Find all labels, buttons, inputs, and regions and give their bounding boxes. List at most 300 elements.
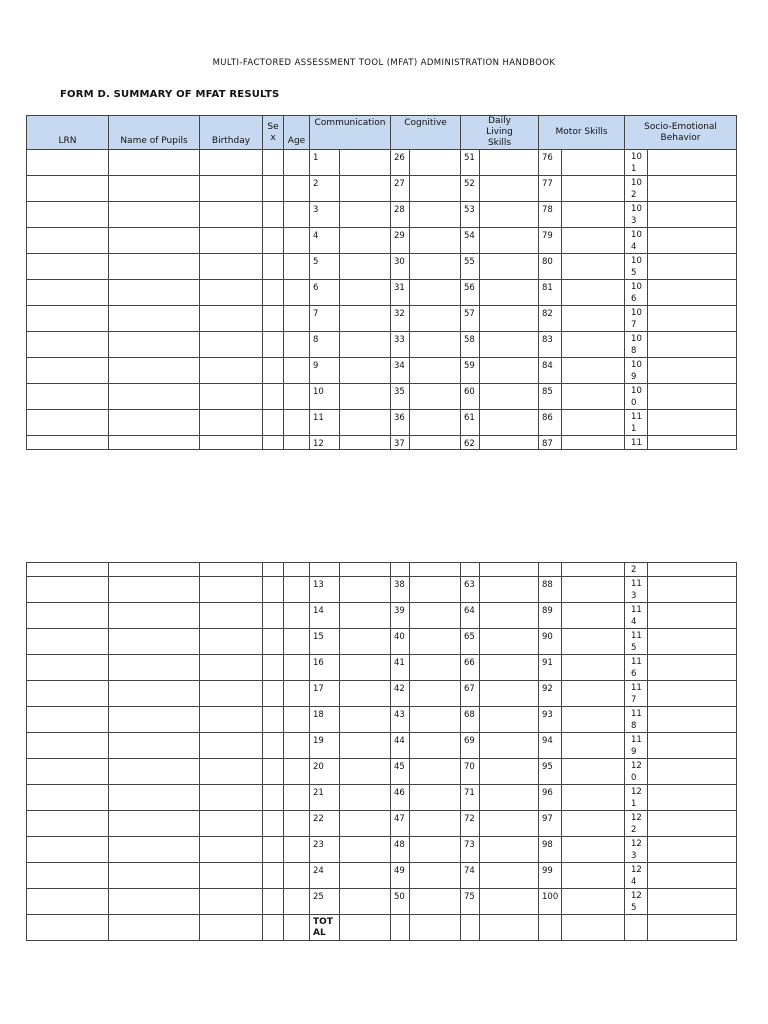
sex-cell[interactable] xyxy=(263,436,284,450)
name-cell[interactable] xyxy=(109,603,200,629)
cognitive-score-cell[interactable] xyxy=(410,202,461,228)
birthday-cell[interactable] xyxy=(200,603,263,629)
motor-score-cell[interactable] xyxy=(562,176,625,202)
cognitive-score-cell[interactable] xyxy=(410,837,461,863)
total-score-cell[interactable] xyxy=(410,915,461,941)
cognitive-score-cell[interactable] xyxy=(410,785,461,811)
age-cell[interactable] xyxy=(284,280,310,306)
age-cell[interactable] xyxy=(284,733,310,759)
motor-score-cell[interactable] xyxy=(562,254,625,280)
lrn-cell[interactable] xyxy=(27,863,109,889)
motor-score-cell[interactable] xyxy=(562,863,625,889)
age-cell[interactable] xyxy=(284,759,310,785)
communication-score-cell[interactable] xyxy=(340,332,391,358)
cognitive-score-cell[interactable] xyxy=(410,759,461,785)
mfat-summary-table-page-1 xyxy=(26,115,737,450)
birthday-cell[interactable] xyxy=(200,681,263,707)
lrn-cell[interactable] xyxy=(27,202,109,228)
birthday-cell[interactable] xyxy=(200,863,263,889)
total-score-cell[interactable] xyxy=(625,915,648,941)
socio-emotional-score-cell[interactable] xyxy=(648,563,737,577)
lrn-cell[interactable] xyxy=(27,811,109,837)
age-cell[interactable] xyxy=(284,863,310,889)
birthday-cell[interactable] xyxy=(200,733,263,759)
empty-cell[interactable] xyxy=(200,563,263,577)
age-cell[interactable] xyxy=(284,707,310,733)
age-cell[interactable] xyxy=(284,306,310,332)
socio-emotional-score-cell[interactable] xyxy=(648,603,737,629)
name-cell[interactable] xyxy=(109,150,200,176)
lrn-cell[interactable] xyxy=(27,358,109,384)
communication-score-cell[interactable] xyxy=(340,837,391,863)
name-cell[interactable] xyxy=(109,436,200,450)
daily-living-score-cell[interactable] xyxy=(480,228,539,254)
daily-living-item-number: 68 xyxy=(461,707,480,733)
lrn-cell[interactable] xyxy=(27,629,109,655)
socio-emotional-score-cell[interactable] xyxy=(648,863,737,889)
name-cell[interactable] xyxy=(109,759,200,785)
motor-score-cell[interactable] xyxy=(562,811,625,837)
lrn-cell[interactable] xyxy=(27,332,109,358)
socio-emotional-score-cell[interactable] xyxy=(648,759,737,785)
age-cell[interactable] xyxy=(284,384,310,410)
daily-living-score-cell[interactable] xyxy=(480,837,539,863)
motor-score-cell[interactable] xyxy=(562,436,625,450)
socio-emotional-score-cell[interactable] xyxy=(648,785,737,811)
communication-score-cell[interactable] xyxy=(340,384,391,410)
socio-emotional-score-cell[interactable] xyxy=(648,436,737,450)
name-cell[interactable] xyxy=(109,733,200,759)
lrn-cell[interactable] xyxy=(27,889,109,915)
age-cell[interactable] xyxy=(284,410,310,436)
lrn-cell[interactable] xyxy=(27,759,109,785)
cognitive-score-cell[interactable] xyxy=(410,655,461,681)
table-row xyxy=(27,811,737,837)
name-cell[interactable] xyxy=(109,176,200,202)
empty-cell[interactable] xyxy=(27,563,109,577)
age-cell[interactable] xyxy=(284,358,310,384)
table-row-carryover xyxy=(27,563,737,577)
communication-score-cell[interactable] xyxy=(340,228,391,254)
total-empty-cell[interactable] xyxy=(109,915,200,941)
age-cell[interactable] xyxy=(284,785,310,811)
sex-cell[interactable] xyxy=(263,655,284,681)
cognitive-score-cell[interactable] xyxy=(410,577,461,603)
daily-living-score-cell[interactable] xyxy=(480,577,539,603)
motor-score-cell[interactable] xyxy=(562,889,625,915)
daily-living-item-number: 75 xyxy=(461,889,480,915)
empty-cell[interactable] xyxy=(310,563,340,577)
birthday-cell[interactable] xyxy=(200,577,263,603)
total-score-cell[interactable] xyxy=(562,915,625,941)
communication-score-cell[interactable] xyxy=(340,681,391,707)
birthday-cell[interactable] xyxy=(200,176,263,202)
sex-cell[interactable] xyxy=(263,811,284,837)
communication-score-cell[interactable] xyxy=(340,629,391,655)
total-score-cell[interactable] xyxy=(648,915,737,941)
birthday-cell[interactable] xyxy=(200,785,263,811)
cognitive-score-cell[interactable] xyxy=(410,254,461,280)
motor-score-cell[interactable] xyxy=(562,150,625,176)
name-cell[interactable] xyxy=(109,681,200,707)
socio-emotional-score-cell[interactable] xyxy=(648,681,737,707)
communication-item-number: 10 xyxy=(310,384,340,410)
table-row xyxy=(27,837,737,863)
birthday-cell[interactable] xyxy=(200,150,263,176)
total-score-cell[interactable] xyxy=(539,915,562,941)
daily-living-score-cell[interactable] xyxy=(480,785,539,811)
motor-score-cell[interactable] xyxy=(562,655,625,681)
empty-cell[interactable] xyxy=(461,563,480,577)
cognitive-score-cell[interactable] xyxy=(410,176,461,202)
communication-score-cell[interactable] xyxy=(340,254,391,280)
age-cell[interactable] xyxy=(284,837,310,863)
sex-cell[interactable] xyxy=(263,837,284,863)
empty-cell[interactable] xyxy=(109,563,200,577)
lrn-cell[interactable] xyxy=(27,254,109,280)
communication-score-cell[interactable] xyxy=(340,759,391,785)
motor-score-cell[interactable] xyxy=(562,733,625,759)
daily-living-item-number: 70 xyxy=(461,759,480,785)
socio-emotional-score-cell[interactable] xyxy=(648,733,737,759)
daily-living-score-cell[interactable] xyxy=(480,707,539,733)
sex-cell[interactable] xyxy=(263,629,284,655)
age-cell[interactable] xyxy=(284,254,310,280)
daily-living-score-cell[interactable] xyxy=(480,176,539,202)
socio-emotional-score-cell[interactable] xyxy=(648,410,737,436)
age-cell[interactable] xyxy=(284,603,310,629)
cognitive-item-number: 28 xyxy=(391,202,410,228)
name-cell[interactable] xyxy=(109,254,200,280)
name-cell[interactable] xyxy=(109,889,200,915)
daily-living-item-number: 53 xyxy=(461,202,480,228)
total-empty-cell[interactable] xyxy=(263,915,284,941)
age-cell[interactable] xyxy=(284,629,310,655)
motor-item-number: 89 xyxy=(539,603,562,629)
sex-cell[interactable] xyxy=(263,603,284,629)
sex-cell[interactable] xyxy=(263,176,284,202)
name-cell[interactable] xyxy=(109,384,200,410)
daily-living-score-cell[interactable] xyxy=(480,384,539,410)
name-cell[interactable] xyxy=(109,629,200,655)
name-cell[interactable] xyxy=(109,707,200,733)
socio-emotional-score-cell[interactable] xyxy=(648,332,737,358)
communication-score-cell[interactable] xyxy=(340,306,391,332)
total-score-cell[interactable] xyxy=(480,915,539,941)
motor-score-cell[interactable] xyxy=(562,603,625,629)
cognitive-score-cell[interactable] xyxy=(410,629,461,655)
socio-emotional-score-cell[interactable] xyxy=(648,280,737,306)
name-cell[interactable] xyxy=(109,785,200,811)
sex-cell[interactable] xyxy=(263,228,284,254)
birthday-cell[interactable] xyxy=(200,436,263,450)
motor-item-number: 92 xyxy=(539,681,562,707)
name-cell[interactable] xyxy=(109,280,200,306)
communication-score-cell[interactable] xyxy=(340,785,391,811)
age-cell[interactable] xyxy=(284,681,310,707)
birthday-cell[interactable] xyxy=(200,202,263,228)
socio-emotional-score-cell[interactable] xyxy=(648,228,737,254)
name-cell[interactable] xyxy=(109,811,200,837)
birthday-cell[interactable] xyxy=(200,254,263,280)
communication-score-cell[interactable] xyxy=(340,150,391,176)
age-cell[interactable] xyxy=(284,332,310,358)
birthday-cell[interactable] xyxy=(200,410,263,436)
age-cell[interactable] xyxy=(284,655,310,681)
socio-emotional-score-cell[interactable] xyxy=(648,202,737,228)
communication-item-number: 9 xyxy=(310,358,340,384)
name-cell[interactable] xyxy=(109,577,200,603)
lrn-cell[interactable] xyxy=(27,655,109,681)
motor-score-cell[interactable] xyxy=(562,629,625,655)
communication-score-cell[interactable] xyxy=(340,655,391,681)
total-score-cell[interactable] xyxy=(391,915,410,941)
communication-score-cell[interactable] xyxy=(340,707,391,733)
motor-score-cell[interactable] xyxy=(562,306,625,332)
age-cell[interactable] xyxy=(284,577,310,603)
name-cell[interactable] xyxy=(109,837,200,863)
sex-cell[interactable] xyxy=(263,410,284,436)
empty-cell[interactable] xyxy=(410,563,461,577)
socio-emotional-score-cell[interactable] xyxy=(648,837,737,863)
daily-living-score-cell[interactable] xyxy=(480,681,539,707)
communication-score-cell[interactable] xyxy=(340,280,391,306)
daily-living-score-cell[interactable] xyxy=(480,863,539,889)
motor-score-cell[interactable] xyxy=(562,332,625,358)
sex-cell[interactable] xyxy=(263,785,284,811)
motor-score-cell[interactable] xyxy=(562,785,625,811)
cognitive-score-cell[interactable] xyxy=(410,889,461,915)
socio-emotional-score-cell[interactable] xyxy=(648,384,737,410)
cognitive-score-cell[interactable] xyxy=(410,332,461,358)
communication-score-cell[interactable] xyxy=(340,410,391,436)
birthday-cell[interactable] xyxy=(200,811,263,837)
lrn-cell[interactable] xyxy=(27,837,109,863)
communication-score-cell[interactable] xyxy=(340,603,391,629)
empty-cell[interactable] xyxy=(263,563,284,577)
cognitive-score-cell[interactable] xyxy=(410,228,461,254)
socio-emotional-score-cell[interactable] xyxy=(648,655,737,681)
lrn-cell[interactable] xyxy=(27,681,109,707)
sex-cell[interactable] xyxy=(263,707,284,733)
sex-cell[interactable] xyxy=(263,889,284,915)
birthday-cell[interactable] xyxy=(200,280,263,306)
lrn-cell[interactable] xyxy=(27,603,109,629)
cognitive-score-cell[interactable] xyxy=(410,306,461,332)
sex-cell[interactable] xyxy=(263,733,284,759)
name-cell[interactable] xyxy=(109,332,200,358)
birthday-cell[interactable] xyxy=(200,358,263,384)
motor-score-cell[interactable] xyxy=(562,410,625,436)
daily-living-score-cell[interactable] xyxy=(480,603,539,629)
daily-living-score-cell[interactable] xyxy=(480,436,539,450)
cognitive-item-number: 46 xyxy=(391,785,410,811)
sex-cell[interactable] xyxy=(263,332,284,358)
lrn-cell[interactable] xyxy=(27,176,109,202)
sex-cell[interactable] xyxy=(263,150,284,176)
communication-score-cell[interactable] xyxy=(340,436,391,450)
cognitive-score-cell[interactable] xyxy=(410,733,461,759)
name-cell[interactable] xyxy=(109,358,200,384)
total-score-cell[interactable] xyxy=(340,915,391,941)
sex-cell[interactable] xyxy=(263,254,284,280)
socio-emotional-score-cell[interactable] xyxy=(648,306,737,332)
lrn-cell[interactable] xyxy=(27,410,109,436)
cognitive-score-cell[interactable] xyxy=(410,603,461,629)
lrn-cell[interactable] xyxy=(27,577,109,603)
lrn-cell[interactable] xyxy=(27,306,109,332)
socio-emotional-score-cell[interactable] xyxy=(648,358,737,384)
sex-cell[interactable] xyxy=(263,202,284,228)
age-cell[interactable] xyxy=(284,150,310,176)
table-row xyxy=(27,280,737,306)
motor-score-cell[interactable] xyxy=(562,837,625,863)
socio-emotional-score-cell[interactable] xyxy=(648,811,737,837)
name-cell[interactable] xyxy=(109,655,200,681)
empty-cell[interactable] xyxy=(539,563,562,577)
cognitive-score-cell[interactable] xyxy=(410,358,461,384)
sex-cell[interactable] xyxy=(263,384,284,410)
empty-cell[interactable] xyxy=(480,563,539,577)
empty-cell[interactable] xyxy=(284,563,310,577)
lrn-cell[interactable] xyxy=(27,436,109,450)
motor-score-cell[interactable] xyxy=(562,384,625,410)
daily-living-score-cell[interactable] xyxy=(480,733,539,759)
birthday-cell[interactable] xyxy=(200,306,263,332)
sex-cell[interactable] xyxy=(263,863,284,889)
age-cell[interactable] xyxy=(284,889,310,915)
cognitive-score-cell[interactable] xyxy=(410,863,461,889)
total-empty-cell[interactable] xyxy=(27,915,109,941)
motor-score-cell[interactable] xyxy=(562,577,625,603)
birthday-cell[interactable] xyxy=(200,629,263,655)
cognitive-score-cell[interactable] xyxy=(410,436,461,450)
lrn-cell[interactable] xyxy=(27,228,109,254)
birthday-cell[interactable] xyxy=(200,332,263,358)
motor-score-cell[interactable] xyxy=(562,202,625,228)
sex-cell[interactable] xyxy=(263,681,284,707)
socio-emotional-score-cell[interactable] xyxy=(648,629,737,655)
motor-score-cell[interactable] xyxy=(562,759,625,785)
birthday-cell[interactable] xyxy=(200,384,263,410)
sex-cell[interactable] xyxy=(263,759,284,785)
daily-living-score-cell[interactable] xyxy=(480,655,539,681)
communication-score-cell[interactable] xyxy=(340,202,391,228)
socio-emotional-score-cell[interactable] xyxy=(648,707,737,733)
socio-emotional-score-cell[interactable] xyxy=(648,254,737,280)
motor-score-cell[interactable] xyxy=(562,681,625,707)
communication-score-cell[interactable] xyxy=(340,733,391,759)
lrn-cell[interactable] xyxy=(27,384,109,410)
socio-emotional-item-number: 119 xyxy=(625,733,648,759)
daily-living-score-cell[interactable] xyxy=(480,332,539,358)
communication-score-cell[interactable] xyxy=(340,577,391,603)
communication-item-number: 25 xyxy=(310,889,340,915)
socio-emotional-score-cell[interactable] xyxy=(648,176,737,202)
cognitive-score-cell[interactable] xyxy=(410,384,461,410)
communication-score-cell[interactable] xyxy=(340,358,391,384)
daily-living-score-cell[interactable] xyxy=(480,889,539,915)
socio-emotional-score-cell[interactable] xyxy=(648,150,737,176)
table-row xyxy=(27,228,737,254)
cognitive-score-cell[interactable] xyxy=(410,280,461,306)
age-cell[interactable] xyxy=(284,436,310,450)
motor-score-cell[interactable] xyxy=(562,358,625,384)
daily-living-score-cell[interactable] xyxy=(480,280,539,306)
age-cell[interactable] xyxy=(284,228,310,254)
lrn-cell[interactable] xyxy=(27,280,109,306)
socio-emotional-score-cell[interactable] xyxy=(648,577,737,603)
daily-living-score-cell[interactable] xyxy=(480,759,539,785)
cognitive-score-cell[interactable] xyxy=(410,410,461,436)
lrn-cell[interactable] xyxy=(27,733,109,759)
daily-living-score-cell[interactable] xyxy=(480,629,539,655)
daily-living-score-cell[interactable] xyxy=(480,150,539,176)
daily-living-score-cell[interactable] xyxy=(480,410,539,436)
name-cell[interactable] xyxy=(109,863,200,889)
socio-emotional-score-cell[interactable] xyxy=(648,889,737,915)
motor-score-cell[interactable] xyxy=(562,228,625,254)
communication-score-cell[interactable] xyxy=(340,863,391,889)
birthday-cell[interactable] xyxy=(200,759,263,785)
empty-cell[interactable] xyxy=(340,563,391,577)
cognitive-score-cell[interactable] xyxy=(410,811,461,837)
total-empty-cell[interactable] xyxy=(200,915,263,941)
empty-cell[interactable] xyxy=(562,563,625,577)
age-cell[interactable] xyxy=(284,202,310,228)
lrn-cell[interactable] xyxy=(27,785,109,811)
communication-item-number: 23 xyxy=(310,837,340,863)
cognitive-score-cell[interactable] xyxy=(410,150,461,176)
motor-item-number: 83 xyxy=(539,332,562,358)
communication-score-cell[interactable] xyxy=(340,811,391,837)
cognitive-score-cell[interactable] xyxy=(410,707,461,733)
total-empty-cell[interactable] xyxy=(284,915,310,941)
daily-living-score-cell[interactable] xyxy=(480,306,539,332)
cognitive-score-cell[interactable] xyxy=(410,681,461,707)
table-row xyxy=(27,655,737,681)
birthday-cell[interactable] xyxy=(200,837,263,863)
communication-score-cell[interactable] xyxy=(340,889,391,915)
lrn-cell[interactable] xyxy=(27,707,109,733)
sex-cell[interactable] xyxy=(263,306,284,332)
name-cell[interactable] xyxy=(109,202,200,228)
communication-item-number: 16 xyxy=(310,655,340,681)
empty-cell[interactable] xyxy=(391,563,410,577)
daily-living-score-cell[interactable] xyxy=(480,811,539,837)
motor-score-cell[interactable] xyxy=(562,707,625,733)
birthday-cell[interactable] xyxy=(200,655,263,681)
name-cell[interactable] xyxy=(109,410,200,436)
daily-living-score-cell[interactable] xyxy=(480,202,539,228)
total-score-cell[interactable] xyxy=(461,915,480,941)
communication-score-cell[interactable] xyxy=(340,176,391,202)
name-cell[interactable] xyxy=(109,228,200,254)
birthday-cell[interactable] xyxy=(200,707,263,733)
birthday-cell[interactable] xyxy=(200,889,263,915)
birthday-cell[interactable] xyxy=(200,228,263,254)
daily-living-score-cell[interactable] xyxy=(480,358,539,384)
sex-cell[interactable] xyxy=(263,280,284,306)
name-cell[interactable] xyxy=(109,306,200,332)
lrn-cell[interactable] xyxy=(27,150,109,176)
motor-score-cell[interactable] xyxy=(562,280,625,306)
age-cell[interactable] xyxy=(284,176,310,202)
daily-living-score-cell[interactable] xyxy=(480,254,539,280)
sex-cell[interactable] xyxy=(263,577,284,603)
sex-cell[interactable] xyxy=(263,358,284,384)
age-cell[interactable] xyxy=(284,811,310,837)
